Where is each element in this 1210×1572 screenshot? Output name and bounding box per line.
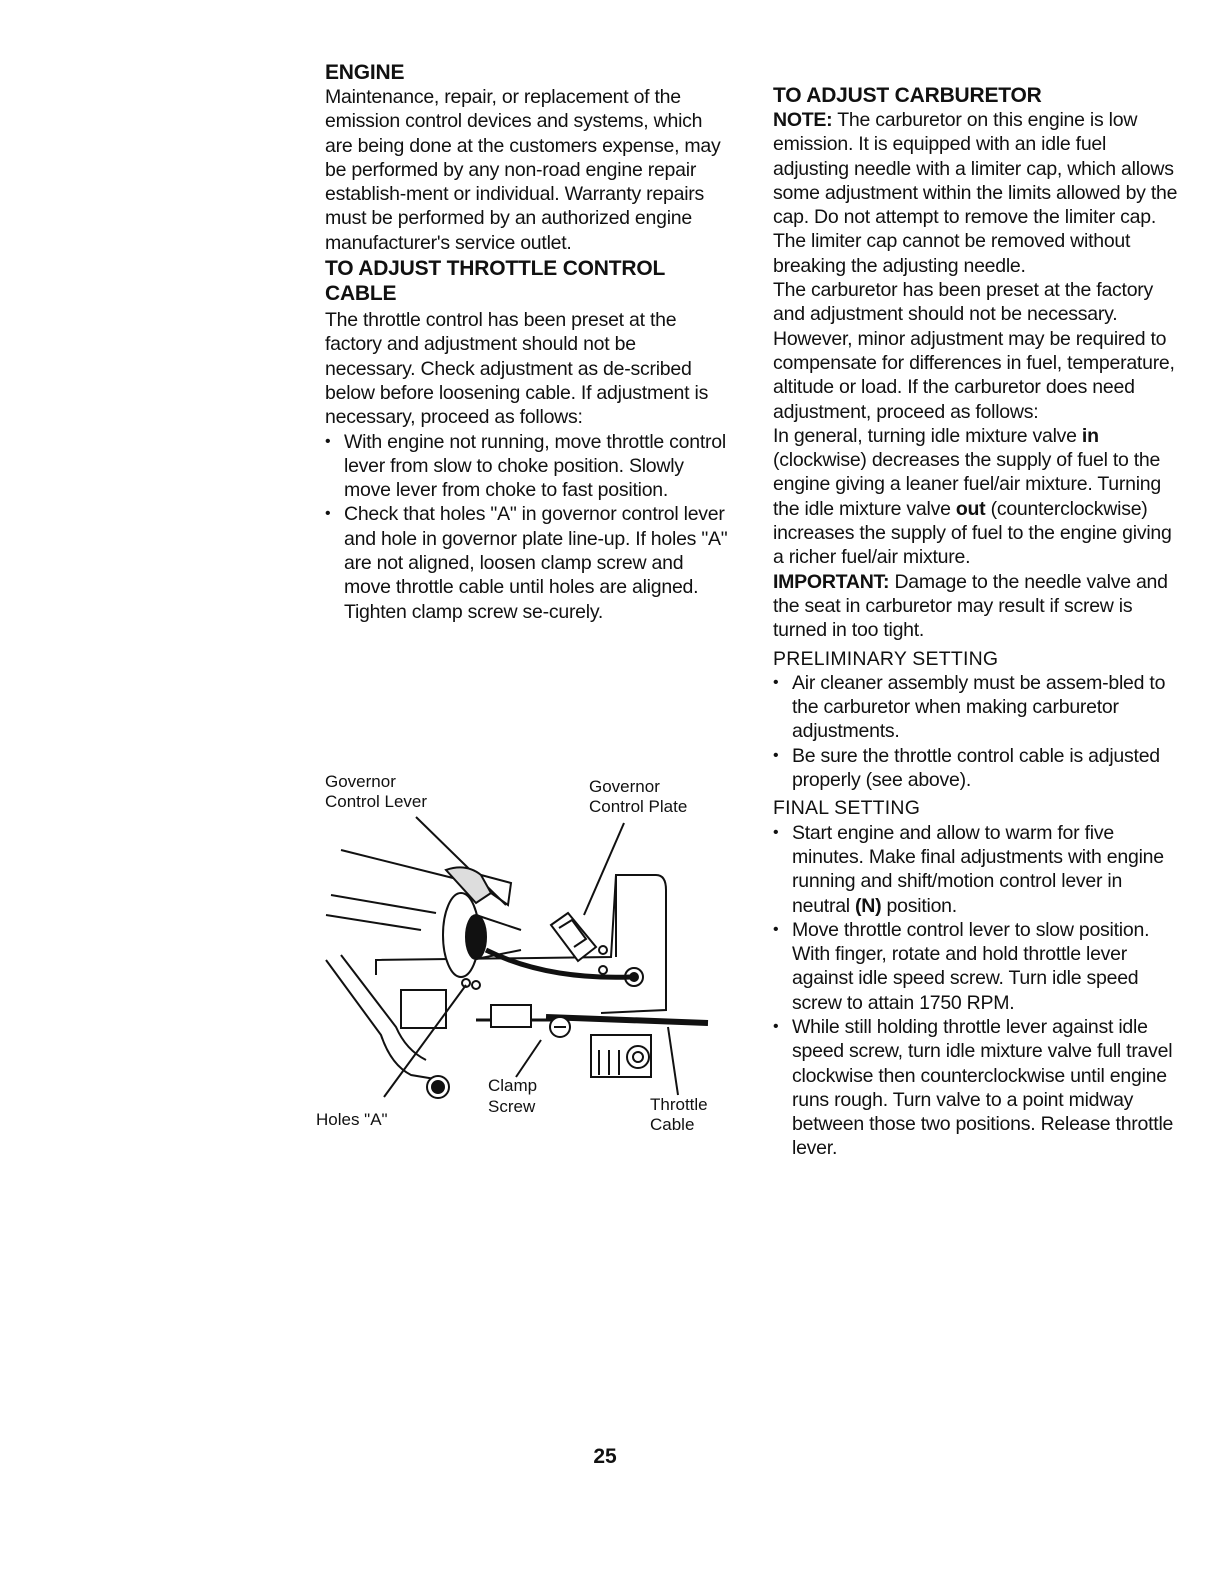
throttle-steps-list: [325, 430, 730, 624]
leader-line-throttle: [668, 1027, 678, 1095]
leader-line-clamp: [516, 1040, 541, 1077]
list-item: • Check that holes "A" in governor control lever and hole in governor plate line-up. If holes "A" are not aligned, loosen clamp screw and move throttle cable until holes are aligned. Tighten clamp screw se-curely.: [325, 502, 730, 623]
leader-line-holes: [384, 985, 466, 1097]
list-item: • Start engine and allow to warm for five minutes. Make final adjustments with engine running and shift/motion control lever in neutral (N) position.: [773, 821, 1183, 918]
list-item: • Air cleaner assembly must be assem-bled to the carburetor when making carburetor adjustments.: [773, 671, 1183, 744]
label-throttle-cable-2: Cable: [650, 1115, 695, 1134]
list-item: • With engine not running, move throttle control lever from slow to choke position. Slowly move lever from choke to fast position.: [325, 430, 730, 503]
page-number: 25: [593, 1445, 617, 1468]
throttle-cable-paragraph: The throttle control has been preset at the factory and adjustment should not be necessary. Check adjustment as de-scribed below before loosening cable. If adjustment is necessary, proceed as follows:: [325, 309, 709, 429]
preliminary-list: [773, 671, 1183, 792]
leader-line-plate: [584, 823, 624, 915]
governor-plate: [376, 875, 666, 1013]
note-paragraph: NOTE: The carburetor on this engine is low emission. It is equipped with an idle fuel adjusting needle with a limiter cap, which allows some adjustment within the limits allowed by the cap. Do not attempt to remove the limiter cap. The limiter cap cannot be removed without breaking the adjusting needle.: [773, 109, 1178, 277]
carburetor-heading: TO ADJUST CARBURETOR: [773, 84, 1042, 107]
list-item: • While still holding throttle lever against idle speed screw, turn idle mixture valve full travel clockwise then counterclockwise until engine runs rough. Turn valve to a point midway between those two positions. Release throttle lever.: [773, 1015, 1183, 1161]
label-governor-control-plate-2: Control Plate: [589, 797, 688, 816]
important-paragraph: IMPORTANT: Damage to the needle valve and the seat in carburetor may result if screw is turned in too tight.: [773, 570, 1168, 642]
general-paragraph: In general, turning idle mixture valve in (clockwise) decreases the supply of fuel to the engine giving a leaner fuel/air mixture. Turning the idle mixture valve out (counterclockwise) increases the supply of fuel to the engine giving a richer fuel/air mixture.: [773, 424, 1172, 569]
label-clamp-screw-1: Clamp: [488, 1076, 538, 1095]
label-clamp-screw-2: Screw: [488, 1097, 536, 1116]
important-label: IMPORTANT:: [773, 570, 890, 593]
leader-line-lever: [416, 817, 506, 905]
list-item: • Be sure the throttle control cable is adjusted properly (see above).: [773, 744, 1183, 793]
throttle-cable-line: [546, 1017, 708, 1023]
clamp-block: [491, 1005, 531, 1027]
note-label: NOTE:: [773, 109, 833, 131]
label-governor-control-lever-2: Control Lever: [325, 792, 428, 811]
final-setting-heading: FINAL SETTING: [773, 797, 921, 820]
left-column: [325, 60, 730, 624]
label-governor-control-lever-1: Governor: [325, 772, 396, 791]
list-item: • Move throttle control lever to slow position. With finger, rotate and hold throttle lever against idle speed screw. Turn idle speed screw to attain 1750 RPM.: [773, 918, 1183, 1015]
final-list: [773, 821, 1183, 1161]
preliminary-setting-heading: PRELIMINARY SETTING: [773, 647, 999, 670]
label-throttle-cable-1: Throttle: [650, 1095, 708, 1114]
label-governor-control-plate-1: Governor: [589, 777, 660, 796]
throttle-governor-diagram: [316, 765, 726, 1145]
throttle-cable-heading: TO ADJUST THROTTLE CONTROL CABLE: [325, 257, 665, 306]
right-column: [773, 83, 1183, 1161]
governor-lever-arm: [326, 960, 441, 1080]
preset-paragraph: The carburetor has been preset at the factory and adjustment should not be necessary. However, minor adjustment may be required to compensate for differences in fuel, temperature, altitude or load. If the carburetor does need adjustment, proceed as follows:: [773, 279, 1175, 423]
label-holes-a: Holes "A": [316, 1110, 388, 1129]
engine-paragraph: Maintenance, repair, or replacement of the emission control devices and systems, which are being done at the customers expense, may be performed by any non-road engine repair establish-ment or individual. Warranty repairs must be performed by an authorized engine manufacturer's service outlet.: [325, 86, 721, 254]
diagram-drawing: [326, 817, 708, 1098]
engine-heading: ENGINE: [325, 61, 405, 84]
